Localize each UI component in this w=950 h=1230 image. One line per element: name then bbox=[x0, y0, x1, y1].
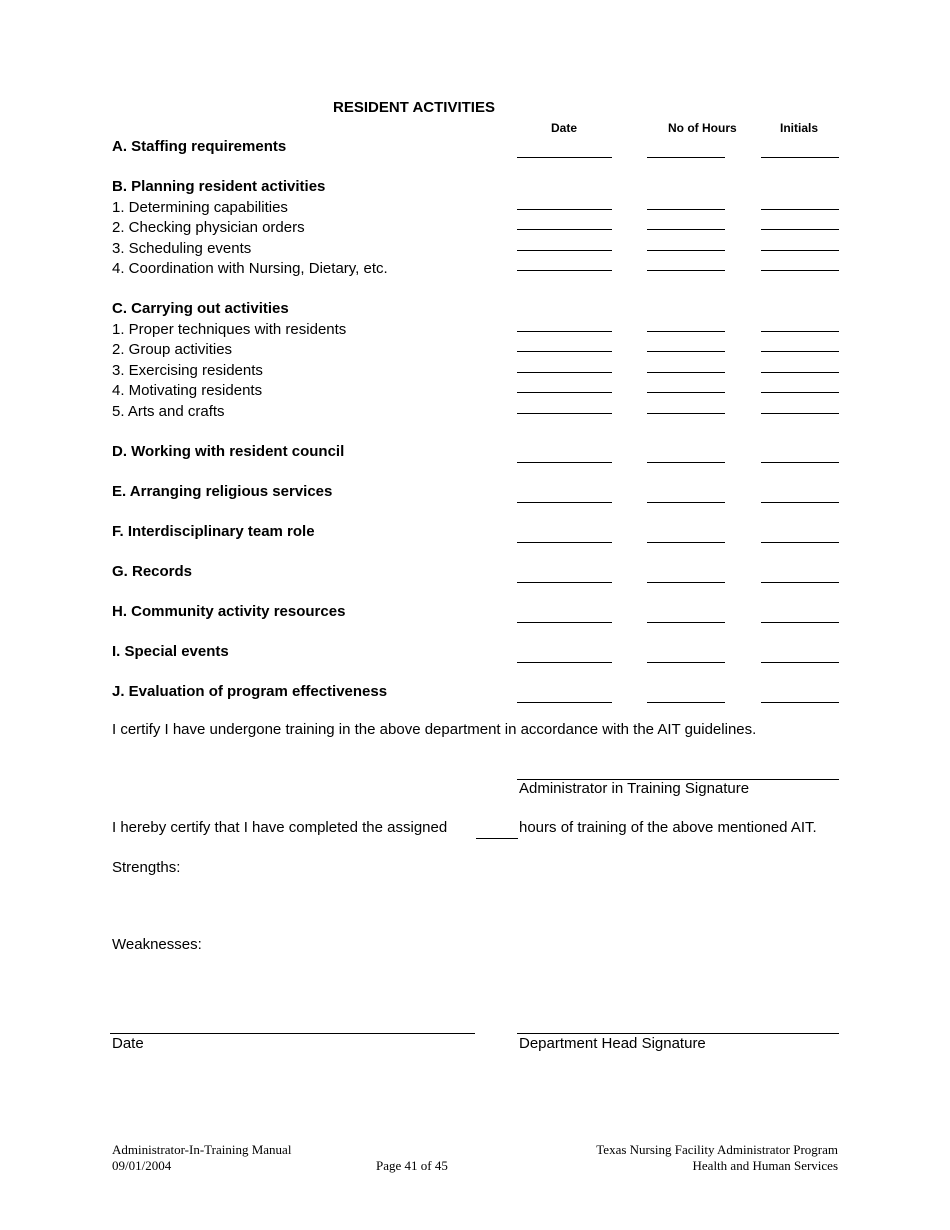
section-c-item: 5. Arts and crafts bbox=[112, 402, 225, 420]
dept-head-signature-line[interactable] bbox=[517, 1033, 839, 1034]
section-c-item-4-initials-field[interactable] bbox=[761, 392, 839, 393]
section-d-heading: D. Working with resident council bbox=[112, 442, 345, 460]
section-i-heading: I. Special events bbox=[112, 642, 229, 660]
section-c-item-4-date-field[interactable] bbox=[517, 392, 612, 393]
section-d-hours-field[interactable] bbox=[647, 462, 725, 463]
section-b-item-2-initials-field[interactable] bbox=[761, 229, 839, 230]
section-b-item-4-hours-field[interactable] bbox=[647, 270, 725, 271]
section-i-date-field[interactable] bbox=[517, 662, 612, 663]
section-c-item-5-initials-field[interactable] bbox=[761, 413, 839, 414]
footer-program-name: Texas Nursing Facility Administrator Program bbox=[596, 1142, 838, 1157]
section-d-date-field[interactable] bbox=[517, 462, 612, 463]
hours-certify-suffix: hours of training of the above mentioned AIT. bbox=[519, 819, 817, 836]
section-f-heading: F. Interdisciplinary team role bbox=[112, 522, 315, 540]
footer-date: 09/01/2004 bbox=[112, 1158, 172, 1173]
footer-manual-title: Administrator-In-Training Manual bbox=[112, 1142, 292, 1157]
hours-certify-prefix: I hereby certify that I have completed the assigned bbox=[112, 819, 448, 836]
section-f-date-field[interactable] bbox=[517, 542, 612, 543]
section-d-initials-field[interactable] bbox=[761, 462, 839, 463]
section-c-item-2-date-field[interactable] bbox=[517, 351, 612, 352]
footer-agency: Health and Human Services bbox=[692, 1158, 838, 1173]
section-b-item-1-date-field[interactable] bbox=[517, 209, 612, 210]
section-a-date-field[interactable] bbox=[517, 157, 612, 158]
section-b-item-3-date-field[interactable] bbox=[517, 250, 612, 251]
section-g-heading: G. Records bbox=[112, 562, 193, 580]
section-c-item: 1. Proper techniques with residents bbox=[112, 320, 347, 338]
section-b-item-3-initials-field[interactable] bbox=[761, 250, 839, 251]
section-c-item: 3. Exercising residents bbox=[112, 361, 263, 379]
date-label: Date bbox=[112, 1035, 144, 1052]
section-f-initials-field[interactable] bbox=[761, 542, 839, 543]
section-b-item: 4. Coordination with Nursing, Dietary, etc. bbox=[112, 260, 388, 277]
dept-head-signature-label: Department Head Signature bbox=[519, 1035, 706, 1052]
section-b-item-3-hours-field[interactable] bbox=[647, 250, 725, 251]
section-c-item-1-date-field[interactable] bbox=[517, 331, 612, 332]
section-i-initials-field[interactable] bbox=[761, 662, 839, 663]
section-c-item-1-initials-field[interactable] bbox=[761, 331, 839, 332]
footer-page-number: Page 41 of 45 bbox=[376, 1158, 448, 1173]
section-b-item-4-initials-field[interactable] bbox=[761, 270, 839, 271]
section-c-item-1-hours-field[interactable] bbox=[647, 331, 725, 332]
section-e-heading: E. Arranging religious services bbox=[112, 482, 333, 500]
section-c-item-5-hours-field[interactable] bbox=[647, 413, 725, 414]
section-c-item-3-hours-field[interactable] bbox=[647, 372, 725, 373]
section-e-date-field[interactable] bbox=[517, 502, 612, 503]
section-j-hours-field[interactable] bbox=[647, 702, 725, 703]
section-b-item-4-date-field[interactable] bbox=[517, 270, 612, 271]
section-j-date-field[interactable] bbox=[517, 702, 612, 703]
section-a-heading: A. Staffing requirements bbox=[112, 138, 287, 155]
section-c-item-4-hours-field[interactable] bbox=[647, 392, 725, 393]
section-b-item: 1. Determining capabilities bbox=[112, 198, 288, 216]
section-a-initials-field[interactable] bbox=[761, 157, 839, 158]
section-c-item: 4. Motivating residents bbox=[112, 382, 263, 399]
section-b-item-1-initials-field[interactable] bbox=[761, 209, 839, 210]
section-f-hours-field[interactable] bbox=[647, 542, 725, 543]
section-c-item-2-hours-field[interactable] bbox=[647, 351, 725, 352]
section-g-hours-field[interactable] bbox=[647, 582, 725, 583]
section-e-initials-field[interactable] bbox=[761, 502, 839, 503]
section-c-item-2-initials-field[interactable] bbox=[761, 351, 839, 352]
strengths-label: Strengths: bbox=[112, 859, 181, 876]
section-b-item: 3. Scheduling events bbox=[112, 239, 252, 257]
section-h-date-field[interactable] bbox=[517, 622, 612, 623]
column-header-initials: Initials bbox=[780, 121, 819, 135]
date-signature-line[interactable] bbox=[110, 1033, 475, 1034]
section-g-date-field[interactable] bbox=[517, 582, 612, 583]
section-h-hours-field[interactable] bbox=[647, 622, 725, 623]
section-j-heading: J. Evaluation of program effectiveness bbox=[112, 682, 388, 700]
section-i-hours-field[interactable] bbox=[647, 662, 725, 663]
weaknesses-label: Weaknesses: bbox=[112, 936, 202, 953]
section-e-hours-field[interactable] bbox=[647, 502, 725, 503]
assigned-hours-blank[interactable] bbox=[476, 838, 518, 839]
column-header-hours: No of Hours bbox=[668, 121, 737, 135]
section-a-hours-field[interactable] bbox=[647, 157, 725, 158]
section-c-item-5-date-field[interactable] bbox=[517, 413, 612, 414]
section-j-initials-field[interactable] bbox=[761, 702, 839, 703]
page-title: RESIDENT ACTIVITIES bbox=[333, 99, 495, 116]
section-h-heading: H. Community activity resources bbox=[112, 602, 346, 620]
section-b-item: 2. Checking physician orders bbox=[112, 219, 305, 236]
section-c-item-3-initials-field[interactable] bbox=[761, 372, 839, 373]
certify-statement: I certify I have undergone training in the above department in accordance with the AIT guidelines. bbox=[112, 721, 757, 738]
section-b-item-2-date-field[interactable] bbox=[517, 229, 612, 230]
section-b-heading: B. Planning resident activities bbox=[112, 178, 326, 195]
section-b-item-1-hours-field[interactable] bbox=[647, 209, 725, 210]
section-c-heading: C. Carrying out activities bbox=[112, 300, 289, 317]
section-c-item: 2. Group activities bbox=[112, 341, 233, 358]
section-g-initials-field[interactable] bbox=[761, 582, 839, 583]
ait-signature-label: Administrator in Training Signature bbox=[519, 780, 750, 797]
section-c-item-3-date-field[interactable] bbox=[517, 372, 612, 373]
section-b-item-2-hours-field[interactable] bbox=[647, 229, 725, 230]
section-h-initials-field[interactable] bbox=[761, 622, 839, 623]
column-header-date: Date bbox=[551, 121, 578, 135]
